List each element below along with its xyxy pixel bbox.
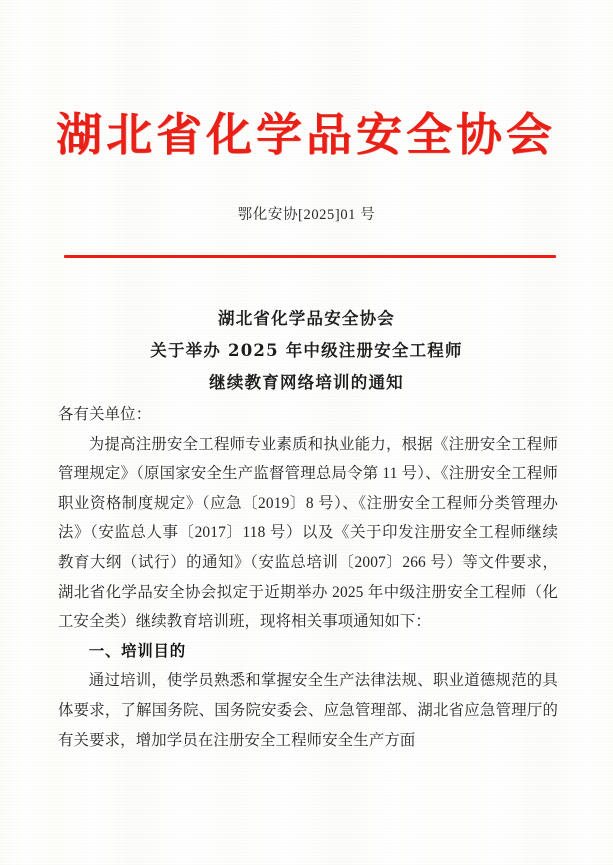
section-paragraph-training-purpose: 通过培训，使学员熟悉和掌握安全生产法律法规、职业道德规范的具体要求，了解国务院、国务院安委会、应急管理部、湖北省应急管理厅的有关要求，增加学员在注册安全工程师安全生产方面 — [58, 672, 558, 749]
body-salutation: 各有关单位： — [58, 406, 152, 423]
title-line-2: 关于举办 2025 年中级注册安全工程师 — [150, 341, 463, 360]
document-number: 鄂化安协[2025]01 号 — [237, 207, 376, 223]
red-divider-rule — [64, 255, 556, 258]
letterhead — [0, 108, 613, 161]
letterhead-organization-title: 湖北省化学品安全协会 — [56, 108, 557, 161]
section-heading-training-purpose: 一、培训目的 — [88, 641, 186, 660]
body-paragraph-basis: 为提高注册安全工程师专业素质和执业能力，根据《注册安全工程师管理规定》（原国家安全生产监督管理总局令第 11 号）、《注册安全工程师职业资格制度规定》（应急〔2019〕8 号）、《注册安全工程师分类管理办法》（安监总人事〔2017〕118 号）以及《关于印发注册安全工程师继续教育大纲（试行）的通知》（安监总培训〔2007〕266 号）等文件要求，湖北省化学品安全协会拟定于近期举办 2025 年中级注册安全工程师（化工安全类）继续教育培训班，现将相关事项通知如下： — [58, 435, 558, 631]
document-body — [58, 400, 558, 755]
document-title-block — [0, 303, 613, 399]
title-line-1: 湖北省化学品安全协会 — [218, 309, 395, 328]
title-line-3: 继续教育网络培训的通知 — [209, 373, 404, 392]
